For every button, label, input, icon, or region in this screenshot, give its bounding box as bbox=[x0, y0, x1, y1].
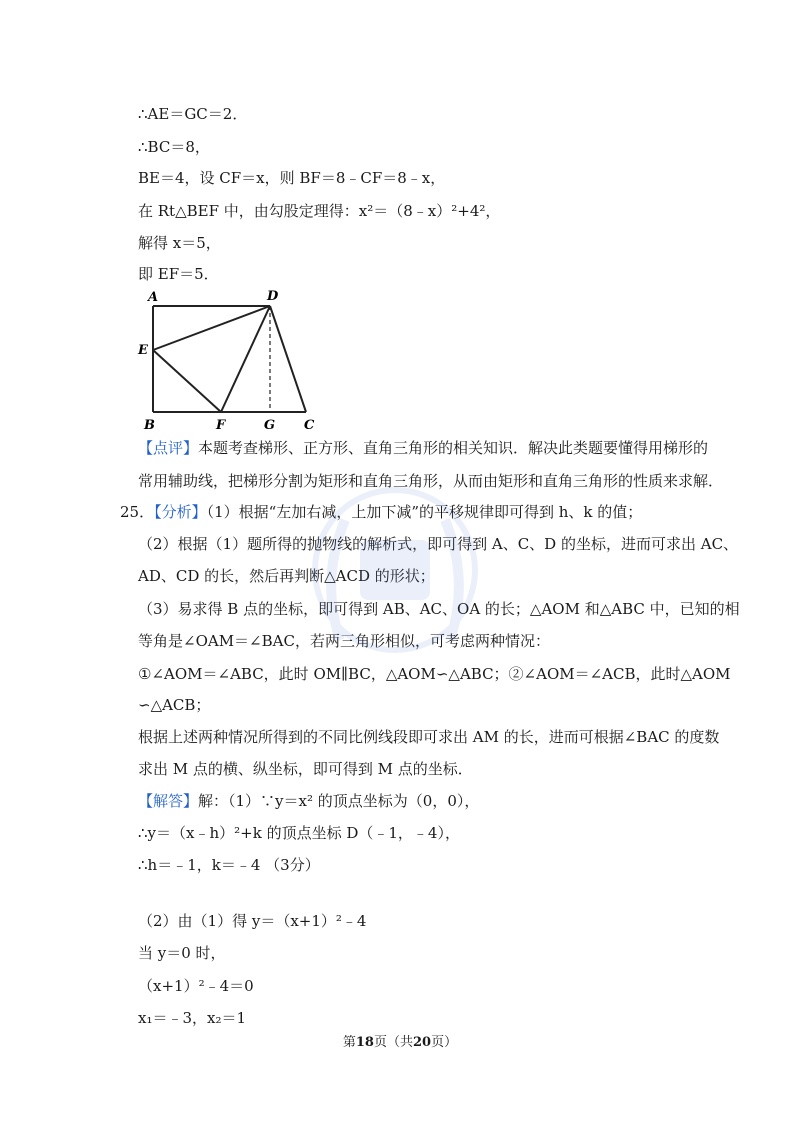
label-e: E bbox=[138, 343, 148, 358]
answer-line-5: 当 y＝0 时， bbox=[138, 944, 226, 962]
answer-text-1: 解：（1）∵y＝x² 的顶点坐标为（0，0）， bbox=[198, 792, 480, 810]
footer-mid: 页（共 bbox=[373, 1035, 413, 1050]
page-footer bbox=[0, 1031, 800, 1050]
label-d: D bbox=[267, 289, 279, 304]
comment-line-1 bbox=[138, 438, 708, 458]
solution-line-5: 解得 x＝5， bbox=[138, 234, 221, 252]
label-b: B bbox=[144, 418, 155, 432]
solution-line-2: ∴BC＝8， bbox=[138, 138, 210, 156]
watermark-emblem bbox=[300, 470, 490, 690]
analysis-text-1: （1）根据“左加右减，上加下减”的平移规律即可得到 h、k 的值； bbox=[206, 503, 643, 521]
label-g: G bbox=[264, 418, 276, 432]
solution-line-6: 即 EF＝5． bbox=[138, 265, 219, 283]
comment-tag: 【点评】 bbox=[138, 439, 199, 457]
analysis-line-2: （2）根据（1）题所得的抛物线的解析式，即可得到 A、C、D 的坐标，进而可求出 AC、 bbox=[138, 535, 739, 553]
answer-line-7: x₁＝﹣3，x₂＝1 bbox=[138, 1009, 247, 1027]
answer-line-1 bbox=[138, 791, 479, 811]
footer-page-number: 18 bbox=[355, 1035, 374, 1050]
geometry-figure bbox=[136, 286, 326, 432]
comment-text-1: 本题考查梯形、正方形、直角三角形的相关知识．解决此类题要懂得用梯形的 bbox=[198, 439, 709, 457]
answer-line-3: ∴h＝﹣1，k＝﹣4 （3分） bbox=[138, 856, 320, 874]
analysis-line-6: ①∠AOM＝∠ABC，此时 OM∥BC，△AOM∽△ABC；②∠AOM＝∠ACB，此时△AOM bbox=[138, 665, 731, 683]
footer-total-pages: 20 bbox=[413, 1035, 432, 1050]
analysis-line-9: 求出 M 点的横、纵坐标，即可得到 M 点的坐标． bbox=[138, 760, 473, 778]
comment-line-2: 常用辅助线，把梯形分割为矩形和直角三角形，从而由矩形和直角三角形的性质来求解． bbox=[138, 472, 724, 490]
segment-ef bbox=[153, 350, 221, 412]
answer-line-4: （2）由（1）得 y＝（x+1）²﹣4 bbox=[138, 912, 367, 930]
answer-tag: 【解答】 bbox=[138, 792, 199, 810]
analysis-line-4: （3）易求得 B 点的坐标，即可得到 AB、AC、OA 的长；△AOM 和△ABC 中，已知的相 bbox=[138, 600, 740, 618]
answer-line-6: （x+1）²﹣4＝0 bbox=[138, 977, 254, 995]
analysis-line-5: 等角是∠OAM＝∠BAC，若两三角形相似，可考虑两种情况： bbox=[138, 632, 550, 650]
analysis-line-8: 根据上述两种情况所得到的不同比例线段即可求出 AM 的长，进而可根据∠BAC 的度数 bbox=[138, 728, 720, 746]
analysis-line-3: AD、CD 的长，然后再判断△ACD 的形状； bbox=[138, 567, 435, 585]
analysis-tag: 【分析】 bbox=[154, 503, 207, 521]
solution-line-4: 在 Rt△BEF 中，由勾股定理得：x²＝（8﹣x）²+4²， bbox=[138, 202, 501, 220]
footer-prefix: 第 bbox=[342, 1035, 356, 1050]
solution-line-1: ∴AE＝GC＝2． bbox=[138, 105, 248, 123]
analysis-line-7: ∽△ACB； bbox=[138, 696, 211, 714]
label-a: A bbox=[148, 290, 159, 305]
footer-suffix: 页） bbox=[431, 1035, 458, 1050]
solution-line-3: BE＝4，设 CF＝x，则 BF＝8﹣CF＝8﹣x， bbox=[138, 169, 446, 187]
question-number: 25． bbox=[120, 503, 155, 521]
segment-dc bbox=[270, 306, 306, 412]
label-c: C bbox=[304, 418, 315, 432]
label-f: F bbox=[216, 418, 226, 432]
answer-line-2: ∴y＝（x﹣h）²+k 的顶点坐标 D（﹣1，﹣4）， bbox=[138, 824, 460, 842]
